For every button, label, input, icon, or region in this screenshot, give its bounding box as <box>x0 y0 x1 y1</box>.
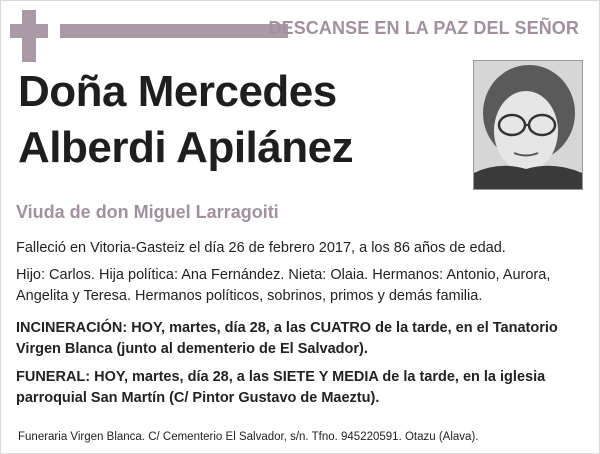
name-line-2: Alberdi Apilánez <box>18 123 354 172</box>
portrait-image <box>474 61 582 189</box>
header-divider-bar <box>60 24 288 38</box>
name-line-1: Doña Mercedes <box>18 67 337 116</box>
funeral-home-footer: Funeraria Virgen Blanca. C/ Cementerio El Salvador, s/n. Tfno. 945220591. Otazu (Alava). <box>18 431 479 443</box>
cremation-notice: INCINERACIÓN: HOY, martes, día 28, a las CUATRO de la tarde, en el Tanatorio Virgen Blanca (junto al dementerio de El Salvador). <box>16 320 558 357</box>
widow-subtitle: Viuda de don Miguel Larragoiti <box>16 202 279 222</box>
cross-icon-horizontal <box>10 24 48 38</box>
death-announcement: Falleció en Vitoria-Gasteiz el día 26 de febrero 2017, a los 86 años de edad. <box>16 240 506 256</box>
family-list: Hijo: Carlos. Hija política: Ana Fernández. Nieta: Olaia. Hermanos: Antonio, Aurora, Angelita y Teresa. Hermanos políticos, sobrinos, primos y demás familia. <box>16 267 551 304</box>
deceased-name <box>18 64 458 176</box>
funeral-notice: FUNERAL: HOY, martes, día 28, a las SIETE Y MEDIA de la tarde, en la iglesia parroquial San Martín (C/ Pintor Gustavo de Maeztu). <box>16 369 546 406</box>
portrait-photo <box>473 60 583 190</box>
header-title: DESCANSE EN LA PAZ DEL SEÑOR <box>268 18 579 38</box>
